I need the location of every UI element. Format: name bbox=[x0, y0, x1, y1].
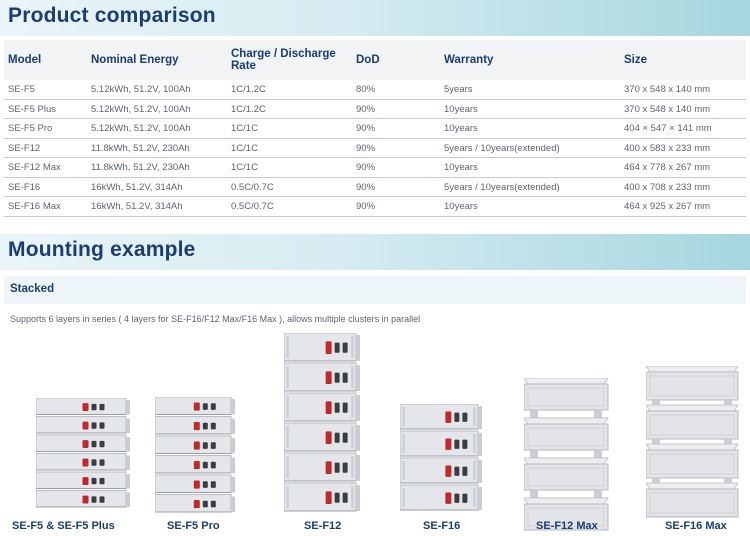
cell-energy: 16kWh, 51.2V, 314Ah bbox=[91, 181, 183, 193]
cell-rate: 0.5C/0.7C bbox=[231, 181, 274, 193]
caption-se-f16: SE-F16 bbox=[423, 520, 461, 532]
cell-warranty: 10years bbox=[444, 162, 478, 173]
cell-warranty: 10years bbox=[444, 123, 478, 134]
cell-rate: 1C/1.2C bbox=[231, 84, 266, 95]
cell-model: SE-F16 bbox=[8, 181, 41, 193]
header-size: Size bbox=[624, 54, 648, 66]
mounting-example-banner bbox=[0, 234, 750, 270]
caption-se-f12-max: SE-F12 Max bbox=[536, 520, 598, 532]
header-energy: Nominal Energy bbox=[91, 54, 179, 66]
cell-dod: 90% bbox=[356, 123, 376, 134]
header-model: Model bbox=[8, 54, 42, 66]
cell-warranty: 10years bbox=[444, 103, 478, 115]
table-row bbox=[4, 139, 746, 159]
cell-size: 464 x 778 x 267 mm bbox=[624, 162, 711, 173]
product-comparison-banner bbox=[0, 0, 750, 36]
caption-se-f12: SE-F12 bbox=[304, 520, 342, 532]
cell-size: 370 x 548 x 140 mm bbox=[624, 103, 711, 115]
table-body bbox=[4, 80, 746, 217]
cell-warranty: 10years bbox=[444, 201, 478, 212]
se-f16-max-stack-illustration bbox=[646, 366, 742, 528]
mounting-description: Supports 6 layers in series ( 4 layers for SE-F16/F12 Max/F16 Max ), allows multiple clusters in parallel bbox=[10, 314, 421, 324]
stacked-label: Stacked bbox=[10, 283, 55, 295]
comparison-table bbox=[4, 40, 746, 217]
table-row bbox=[4, 119, 746, 139]
cell-rate: 1C/1C bbox=[231, 123, 258, 134]
se-f12-max-stack-illustration bbox=[524, 378, 612, 536]
product-comparison-title: Product comparison bbox=[8, 4, 216, 27]
header-dod: DoD bbox=[356, 54, 380, 66]
cell-rate: 0.5C/0.7C bbox=[231, 201, 274, 212]
cell-warranty: 5years / 10years(extended) bbox=[444, 181, 560, 193]
caption-se-f5-pro: SE-F5 Pro bbox=[167, 520, 220, 532]
cell-energy: 16kWh, 51.2V, 314Ah bbox=[91, 201, 183, 212]
cell-dod: 90% bbox=[356, 142, 376, 154]
cell-dod: 90% bbox=[356, 162, 376, 173]
se-f5-stack-illustration bbox=[36, 398, 132, 513]
table-row bbox=[4, 80, 746, 100]
cell-warranty: 5years bbox=[444, 84, 473, 95]
cell-rate: 1C/1.2C bbox=[231, 103, 266, 115]
cell-dod: 90% bbox=[356, 103, 376, 115]
cell-dod: 80% bbox=[356, 84, 376, 95]
cell-warranty: 5years / 10years(extended) bbox=[444, 142, 560, 154]
cell-model: SE-F16 Max bbox=[8, 201, 61, 212]
caption-se-f16-max: SE-F16 Max bbox=[665, 520, 727, 532]
table-row bbox=[4, 178, 746, 198]
cell-size: 464 x 925 x 267 mm bbox=[624, 201, 711, 212]
header-rate bbox=[231, 40, 351, 80]
header-rate-line2: Rate bbox=[231, 60, 256, 72]
cell-size: 370 x 548 x 140 mm bbox=[624, 84, 711, 95]
cell-model: SE-F5 Pro bbox=[8, 123, 53, 134]
cell-model: SE-F12 bbox=[8, 142, 41, 154]
cell-size: 400 x 583 x 233 mm bbox=[624, 142, 711, 154]
cell-size: 400 x 708 x 233 mm bbox=[624, 181, 711, 193]
cell-rate: 1C/1C bbox=[231, 142, 258, 154]
cell-energy: 11.8kWh, 51.2V, 230Ah bbox=[91, 142, 190, 154]
cell-rate: 1C/1C bbox=[231, 162, 258, 173]
cell-model: SE-F12 Max bbox=[8, 162, 61, 173]
cell-dod: 90% bbox=[356, 201, 376, 212]
cell-energy: 5.12kWh, 51.2V, 100Ah bbox=[91, 123, 191, 134]
header-rate-line1: Charge / Discharge bbox=[231, 48, 336, 60]
se-f16-stack-illustration bbox=[400, 404, 484, 516]
table-row bbox=[4, 197, 746, 217]
table-header bbox=[4, 40, 746, 80]
cell-energy: 5.12kWh, 51.2V, 100Ah bbox=[91, 103, 191, 115]
header-warranty: Warranty bbox=[444, 54, 494, 66]
stacked-subheader bbox=[4, 276, 746, 304]
cell-model: SE-F5 Plus bbox=[8, 103, 57, 115]
se-f12-stack-illustration bbox=[284, 333, 362, 517]
cell-dod: 90% bbox=[356, 181, 376, 193]
cell-energy: 5.12kWh, 51.2V, 100Ah bbox=[91, 84, 191, 95]
table-row bbox=[4, 100, 746, 120]
mounting-example-title: Mounting example bbox=[8, 238, 196, 261]
cell-size: 404 × 547 × 141 mm bbox=[624, 123, 712, 134]
table-row bbox=[4, 158, 746, 178]
cell-model: SE-F5 bbox=[8, 84, 35, 95]
se-f5-pro-stack-illustration bbox=[155, 397, 237, 518]
caption-se-f5: SE-F5 & SE-F5 Plus bbox=[12, 520, 115, 532]
cell-energy: 11.8kWh, 51.2V, 230Ah bbox=[91, 162, 190, 173]
